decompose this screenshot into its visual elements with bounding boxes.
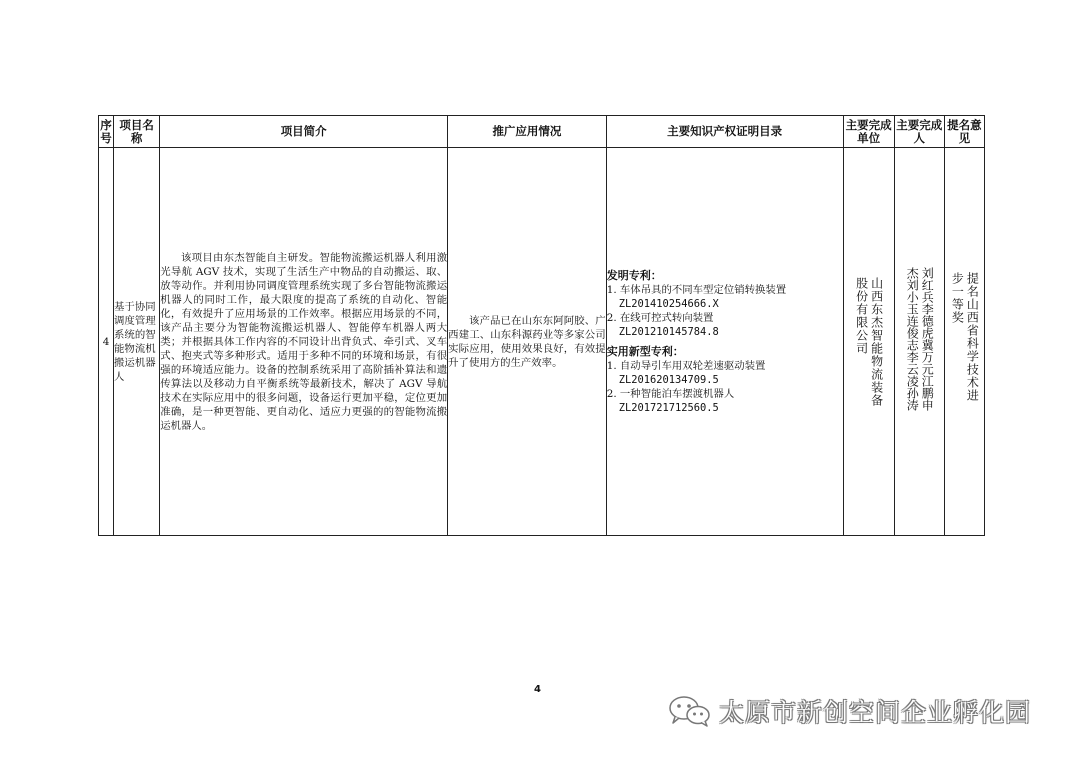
cell-intro — [160, 148, 448, 536]
header-opinion: 提名意见 — [944, 116, 984, 148]
utility-heading: 实用新型专利： — [606, 344, 684, 358]
invention-1-number: ZL201410254666.X — [618, 297, 719, 310]
header-row — [99, 116, 985, 148]
header-promo: 推广应用情况 — [448, 116, 607, 148]
promo-text: 该产品已在山东东阿阿胶、广西建工、山东科源药业等多家公司实际应用，使用效果良好，有效提升了使用方的生产效率。 — [448, 314, 606, 369]
header-ip: 主要知识产权证明目录 — [606, 116, 843, 148]
unit-text: 山西东杰智能物流装备股份有限公司 — [854, 276, 884, 407]
watermark-text: 太原市新创空间企业孵化园 — [719, 698, 1032, 727]
intro-text: 该项目由东杰智能自主研发。智能物流搬运机器人利用激光导航 AGV 技术，实现了生活生产中物品的自动搬运、取、放等动作。并利用协同调度管理系统实现了多台智能物流搬运机器人的同时工作，最大限度的提高了系统的自动化、智能化，有效提升了应用场景的工作效率。根据应用场景的不同，该产品主要分为智能物流搬运机器人、智能停车机器人两大类；并根据具体工作内容的不同设计出背负式、牵引式、叉车式、抱夹式等多种形式。适用于多种不同的环境和场景，有很强的环境适应能力。设备的控制系统采用了高阶插补算法和遗传算法以及移动力自平衡系统等最新技术，解决了 AGV 导航技术在实际应用中的很多问题，设备运行更加平稳，定位更加准确，是一种更智能、更自动化、适应力更强的的智能物流搬运机器人。 — [160, 251, 448, 432]
nomination-table — [98, 115, 985, 536]
utility-1-title: 1. 自动导引车用双轮差速驱动装置 — [606, 359, 766, 372]
header-no: 序号 — [99, 116, 114, 148]
cell-ip — [606, 148, 843, 536]
utility-2-title: 2. 一种智能泊车摆渡机器人 — [606, 387, 735, 400]
header-name: 项目名称 — [114, 116, 160, 148]
cell-project-name: 基于协同调度管理系统的智能物流机搬运机器人 — [114, 148, 160, 536]
table-row — [99, 148, 985, 536]
header-unit: 主要完成单位 — [843, 116, 894, 148]
utility-1-number: ZL201620134709.5 — [618, 373, 719, 386]
people-text: 刘红兵李德虎冀万元江鹏申杰刘小玉连俊志李云凌孙涛 — [905, 266, 935, 411]
cell-no: 4 — [99, 148, 114, 536]
wechat-icon — [667, 693, 713, 729]
utility-2-number: ZL201721712560.5 — [618, 401, 719, 414]
header-people: 主要完成人 — [894, 116, 944, 148]
cell-opinion — [944, 148, 984, 536]
invention-2-number: ZL201210145784.8 — [618, 325, 719, 338]
opinion-text: 提名山西省科学技术进步一等奖 — [950, 271, 980, 402]
invention-heading: 发明专利： — [606, 268, 662, 282]
invention-1-title: 1. 车体吊具的不同车型定位销转换装置 — [606, 283, 787, 296]
page-number: 4 — [534, 684, 541, 695]
cell-unit — [843, 148, 894, 536]
cell-promo — [448, 148, 607, 536]
invention-2-title: 2. 在线可控式转向装置 — [606, 311, 714, 324]
watermark — [667, 693, 1031, 729]
cell-people — [894, 148, 944, 536]
header-intro: 项目简介 — [160, 116, 448, 148]
